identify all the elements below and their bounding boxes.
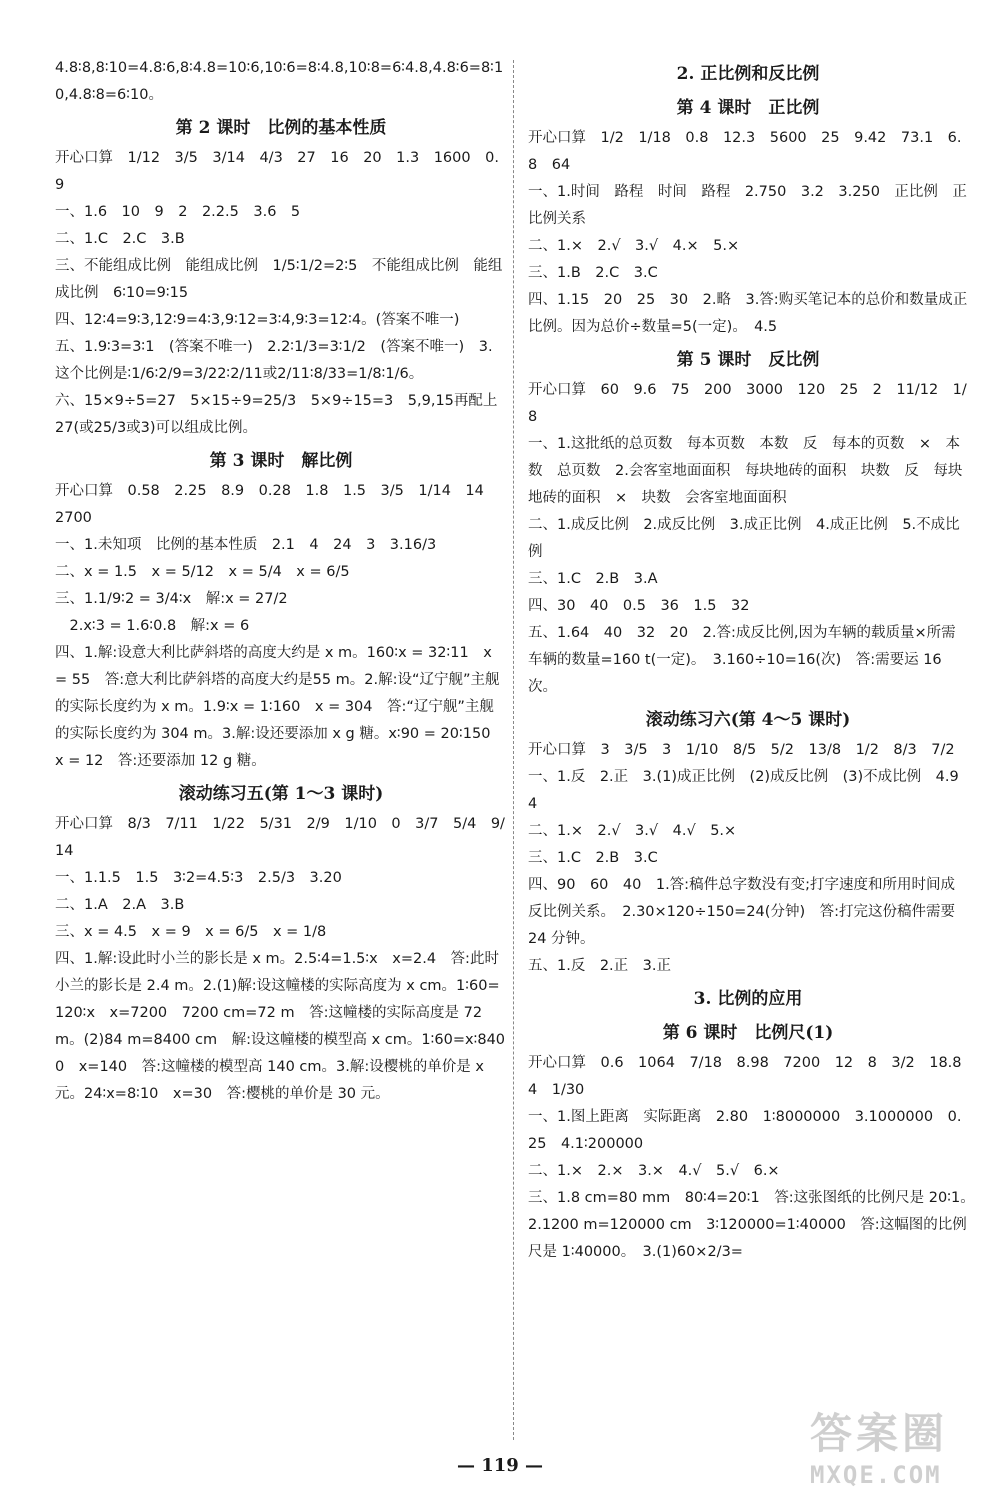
section-heading: 第 3 课时 解比例 bbox=[209, 451, 353, 471]
answer-line: 一、1.这批纸的总页数 每本页数 本数 反 每本的页数 × 本数 总页数 2.会客室地面面积 每块地砖的面积 块数 反 每块地砖的面积 × 块数 会客室地面面积 bbox=[528, 436, 963, 506]
answer-line: 三、1.8 cm=80 mm 80∶4=20∶1 答:这张图纸的比例尺是 20∶1。 2.1200 m=120000 cm 3∶120000=1∶40000 答:这幅图的比例尺是 1∶40000。 3.(1)60×2/3= bbox=[528, 1190, 982, 1260]
answer-line: 二、1.× 2.√ 3.√ 4.× 5.× bbox=[528, 238, 740, 254]
section-heading: 滚动练习六(第 4～5 课时) bbox=[645, 710, 851, 730]
column-divider bbox=[513, 60, 514, 1440]
left-column bbox=[55, 55, 507, 1108]
answer-line: 开心口算 60 9.6 75 200 3000 120 25 2 11/12 1/8 bbox=[528, 382, 967, 425]
answer-line: 二、x = 1.5 x = 5/12 x = 5/4 x = 6/5 bbox=[55, 564, 350, 580]
section-heading: 2. 正比例和反比例 bbox=[676, 64, 820, 84]
answer-line: 开心口算 8/3 7/11 1/22 5/31 2/9 1/10 0 3/7 5/4 9/14 bbox=[55, 816, 505, 859]
right-column bbox=[528, 55, 982, 1266]
answer-line: 开心口算 0.6 1064 7/18 8.98 7200 12 8 3/2 18.84 1/30 bbox=[528, 1055, 962, 1098]
answer-line: 一、1.未知项 比例的基本性质 2.1 4 24 3 3.16/3 bbox=[55, 537, 437, 553]
answer-line: 四、90 60 40 1.答:稿件总字数没有变;打字速度和所用时间成反比例关系。 2.30×120÷150=24(分钟) 答:打完这份稿件需要 24 分钟。 bbox=[528, 877, 960, 947]
section-heading: 3. 比例的应用 bbox=[693, 989, 803, 1009]
answer-line: 三、x = 4.5 x = 9 x = 6/5 x = 1/8 bbox=[55, 924, 327, 940]
answer-line: 二、1.A 2.A 3.B bbox=[55, 897, 185, 913]
answer-line: 四、30 40 0.5 36 1.5 32 bbox=[528, 598, 750, 614]
section-heading: 第 5 课时 反比例 bbox=[676, 350, 820, 370]
answer-line: 开心口算 0.58 2.25 8.9 0.28 1.8 1.5 3/5 1/14 14 2700 bbox=[55, 483, 499, 526]
answer-line: 二、1.成反比例 2.成反比例 3.成正比例 4.成正比例 5.不成比例 bbox=[528, 517, 960, 560]
answer-line: 三、1.C 2.B 3.C bbox=[528, 850, 658, 866]
answer-line: 一、1.时间 路程 时间 路程 2.750 3.2 3.250 正比例 正比例关系 bbox=[528, 184, 967, 227]
answer-line: 三、1.B 2.C 3.C bbox=[528, 265, 658, 281]
watermark-logo bbox=[810, 1401, 980, 1496]
answer-line: 五、1.9∶3=3∶1 (答案不唯一) 2.2∶1/3=3∶1/2 (答案不唯一) 3.这个比例是∶1/6∶2/9=3/22∶2/11或2/11∶8/33=1/8∶1/6。 bbox=[55, 339, 493, 382]
answer-line: 四、1.解:设意大利比萨斜塔的高度大约是 x m。160∶x = 32∶11 x = 55 答:意大利比萨斜塔的高度大约是55 m。2.解:设“辽宁舰”主舰的实际长度约为 x m。1.9∶x = 1∶160 x = 304 答:“辽宁舰”主舰的实际长度约为 304 m。3.解:设还要添加 x g 糖。x∶90 = 20∶150 x = 12 答:还要添加 12 g 糖。 bbox=[55, 645, 505, 769]
answer-line: 4.8∶8,8∶10=4.8∶6,8∶4.8=10∶6,10∶6=8∶4.8,10∶8=6∶4.8,4.8∶6=8∶10,4.8∶8=6∶10。 bbox=[55, 60, 504, 103]
answer-line: 三、不能组成比例 能组成比例 1/5∶1/2=2∶5 不能组成比例 能组成比例 6∶10=9∶15 bbox=[55, 258, 503, 301]
answer-line: 2.x∶3 = 1.6∶0.8 解:x = 6 bbox=[55, 618, 250, 634]
answer-line: 一、1.1.5 1.5 3∶2=4.5∶3 2.5/3 3.20 bbox=[55, 870, 342, 886]
section-heading: 第 4 课时 正比例 bbox=[676, 98, 820, 118]
watermark-url: MXQE.COM bbox=[810, 1461, 942, 1489]
answer-line: 一、1.6 10 9 2 2.2.5 3.6 5 bbox=[55, 204, 301, 220]
answer-line: 四、12∶4=9∶3,12∶9=4∶3,9∶12=3∶4,9∶3=12∶4。(答案不唯一) bbox=[55, 312, 460, 328]
answer-line: 三、1.1/9∶2 = 3/4∶x 解:x = 27/2 bbox=[55, 591, 288, 607]
answer-line: 一、1.反 2.正 3.(1)成正比例 (2)成反比例 (3)不成比例 4.9 4 bbox=[528, 769, 974, 812]
section-heading: 滚动练习五(第 1～3 课时) bbox=[178, 784, 384, 804]
answer-line: 二、1.C 2.C 3.B bbox=[55, 231, 185, 247]
answer-line: 五、1.反 2.正 3.正 bbox=[528, 958, 672, 974]
page-number: — 119 — bbox=[456, 1455, 544, 1476]
answer-line: 五、1.64 40 32 20 2.答:成反比例,因为车辆的载质量×所需车辆的数量=160 t(一定)。 3.160÷10=16(次) 答:需要运 16 次。 bbox=[528, 625, 956, 695]
answer-line: 开心口算 3 3/5 3 1/10 8/5 5/2 13/8 1/2 8/3 7/2 bbox=[528, 742, 955, 758]
answer-line: 一、1.图上距离 实际距离 2.80 1∶8000000 3.1000000 0.25 4.1∶200000 bbox=[528, 1109, 962, 1152]
answer-line: 三、1.C 2.B 3.A bbox=[528, 571, 658, 587]
answer-line: 六、15×9÷5=27 5×15÷9=25/3 5×9÷15=3 5,9,15再配上 27(或25/3或3)可以组成比例。 bbox=[55, 393, 503, 436]
answer-line: 四、1.解:设此时小兰的影长是 x m。2.5∶4=1.5∶x x=2.4 答:此时小兰的影长是 2.4 m。2.(1)解:设这幢楼的实际高度为 x cm。1∶60=120∶x x=7200 7200 cm=72 m 答:这幢楼的实际高度是 72 m。(2)84 m=8400 cm 解:设这幢楼的模型高 x cm。1∶60=x∶8400 x=140 答:这幢楼的模型高 140 cm。3.解:设樱桃的单价是 x 元。24∶x=8∶10 x=30 答:樱桃的单价是 30 元。 bbox=[55, 951, 506, 1102]
answer-line: 开心口算 1/2 1/18 0.8 12.3 5600 25 9.42 73.1 6.8 64 bbox=[528, 130, 962, 173]
answer-line: 二、1.× 2.√ 3.√ 4.√ 5.× bbox=[528, 823, 737, 839]
answer-line: 二、1.× 2.× 3.× 4.√ 5.√ 6.× bbox=[528, 1163, 780, 1179]
section-heading: 第 6 课时 比例尺(1) bbox=[662, 1023, 834, 1043]
answer-line: 四、1.15 20 25 30 2.略 3.答:购买笔记本的总价和数量成正比例。因为总价÷数量=5(一定)。 4.5 bbox=[528, 292, 968, 335]
section-heading: 第 2 课时 比例的基本性质 bbox=[175, 118, 387, 138]
answer-line: 开心口算 1/12 3/5 3/14 4/3 27 16 20 1.3 1600 0.9 bbox=[55, 150, 499, 193]
watermark-title: 答案圈 bbox=[810, 1409, 949, 1458]
